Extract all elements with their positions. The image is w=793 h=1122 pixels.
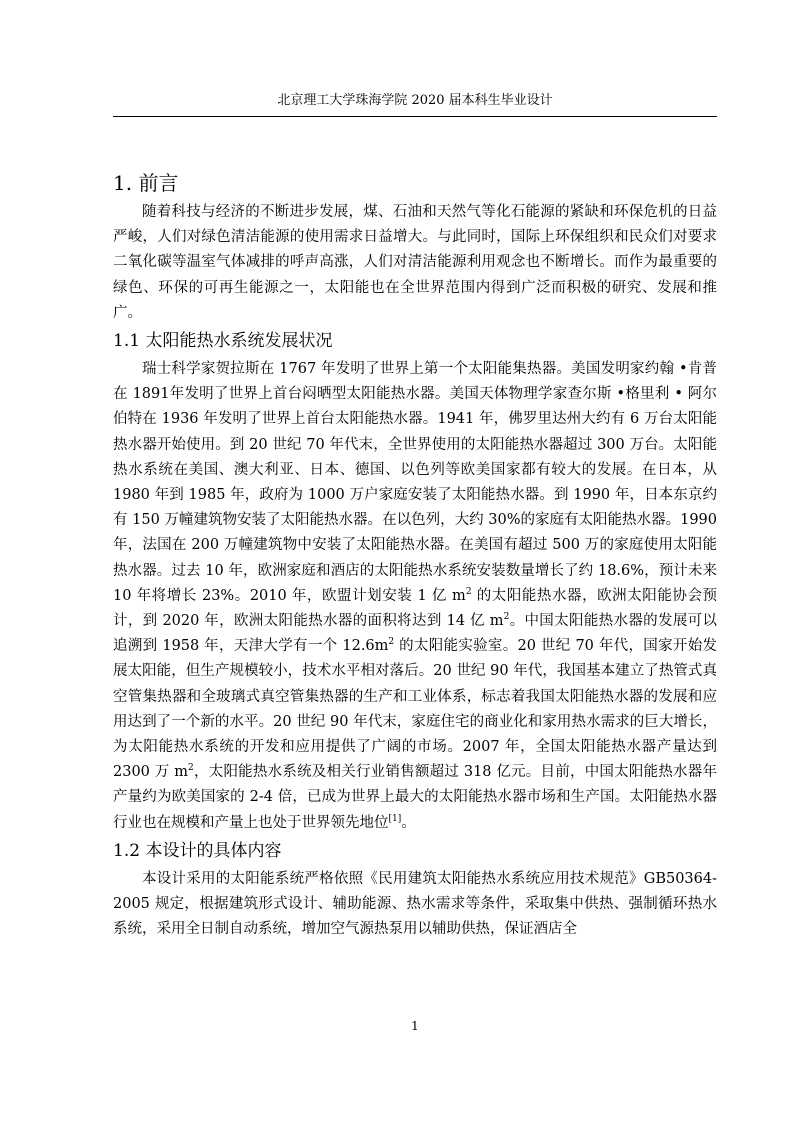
header-divider [113, 116, 717, 117]
section-heading-development-status: 1.1 太阳能热水系统发展状况 [113, 331, 333, 352]
development-status-paragraph [113, 357, 717, 836]
paragraph-text: 的太阳能热水器，欧洲太阳能协会预计，到 2020 年，欧洲太阳能热水器的面积将达到 14 亿 m [113, 587, 717, 630]
paragraph-text: 。 [401, 814, 416, 831]
superscript: 2 [465, 587, 472, 598]
section-heading-foreword: 1. 前言 [113, 171, 179, 195]
section-heading-design-content: 1.2 本设计的具体内容 [113, 840, 282, 861]
design-content-paragraph: 本设计采用的太阳能系统严格依照《民用建筑太阳能热水系统应用技术规范》GB50364-2005 规定，根据建筑形式设计、辅助能源、热水需求等条件，采取集中供热、强制循环热水系统，采用全日制自动系统，增加空气源热泵用以辅助供热，保证酒店全 [113, 870, 717, 938]
paragraph-text: ，太阳能热水系统及相关行业销售额超过 318 亿元。目前，中国太阳能热水器年产量约为欧美国家的 2-4 倍，已成为世界上最大的太阳能热水器市场和生产国。太阳能热水器行业也在规模和产量上也处于世界领先地位 [113, 764, 717, 831]
foreword-paragraph: 随着科技与经济的不断进步发展，煤、石油和天然气等化石能源的紧缺和环保危机的日益严峻，人们对绿色清洁能源的使用需求日益增大。与此同时，国际上环保组织和民众们对要求二氧化碳等温室气体减排的呼声高涨，人们对清洁能源利用观念也不断增长。而作为最重要的绿色、环保的可再生能源之一，太阳能也在全世界范围内得到广泛而积极的研究、发展和推广。 [113, 204, 717, 321]
superscript: 2 [503, 612, 510, 623]
superscript: 2 [188, 763, 194, 774]
page-number: 1 [411, 1019, 419, 1033]
paragraph-text: 的太阳能实验室。20 世纪 70 年代，国家开始发展太阳能，但生产规模较小，技术水平相对落后。20 世纪 90 年代，我国基本建立了热管式真空管集热器和全玻璃式真空管集热器的生产和工业体系，标志着我国太阳能热水器的发展和应用达到了一个新的水平。20 世纪 90 年代末，家庭住宅的商业化和家用热水需求的巨大增长，为太阳能热水系统的开发和应用提供了广阔的市场。2007 年，全国太阳能热水器产量达到 2300 万 m [113, 638, 718, 781]
citation-reference: [1] [388, 813, 402, 824]
superscript: 2 [388, 637, 395, 648]
paragraph-text: 瑞士科学家贺拉斯在 1767 年发明了世界上第一个太阳能集热器。美国发明家约翰 •肯普在 1891年发明了世界上首台闷晒型太阳能热水器。美国天体物理学家查尔斯 •格里利 • 阿尔伯特在 1936 年发明了世界上首台太阳能热水器。1941 年，佛罗里达州大约有 6 万台太阳能热水器开始使用。到 20 世纪 70 年代末，全世界使用的太阳能热水器超过 300 万台。太阳能热水系统在美国、澳大利亚、日本、德国、以色列等欧美国家都有较大的发展。在日本，从 1980 年到 1985 年，政府为 1000 万户家庭安装了太阳能热水器。到 1990 年，日本东京约有 150 万幢建筑物安装了太阳能热水器。在以色列，大约 30%的家庭有太阳能热水器。1990 年，法国在 200 万幢建筑物中安装了太阳能热水器。在美国有超过 500 万的家庭使用太阳能热水器。过去 10 年，欧洲家庭和酒店的太阳能热水系统安装数量增长了约 18.6%，预计未来 10 年将增长 23%。2010 年，欧盟计划安装 1 亿 m [113, 361, 717, 604]
page-footer [113, 1018, 717, 1034]
paragraph-text: 。中国太阳能热水器的发展可以追溯到 1958 年，天津大学有一个 12.6m [113, 613, 718, 655]
page-header [113, 91, 717, 111]
header-title: 北京理工大学珠海学院 2020 届本科生毕业设计 [277, 93, 553, 108]
document-body [113, 166, 717, 942]
